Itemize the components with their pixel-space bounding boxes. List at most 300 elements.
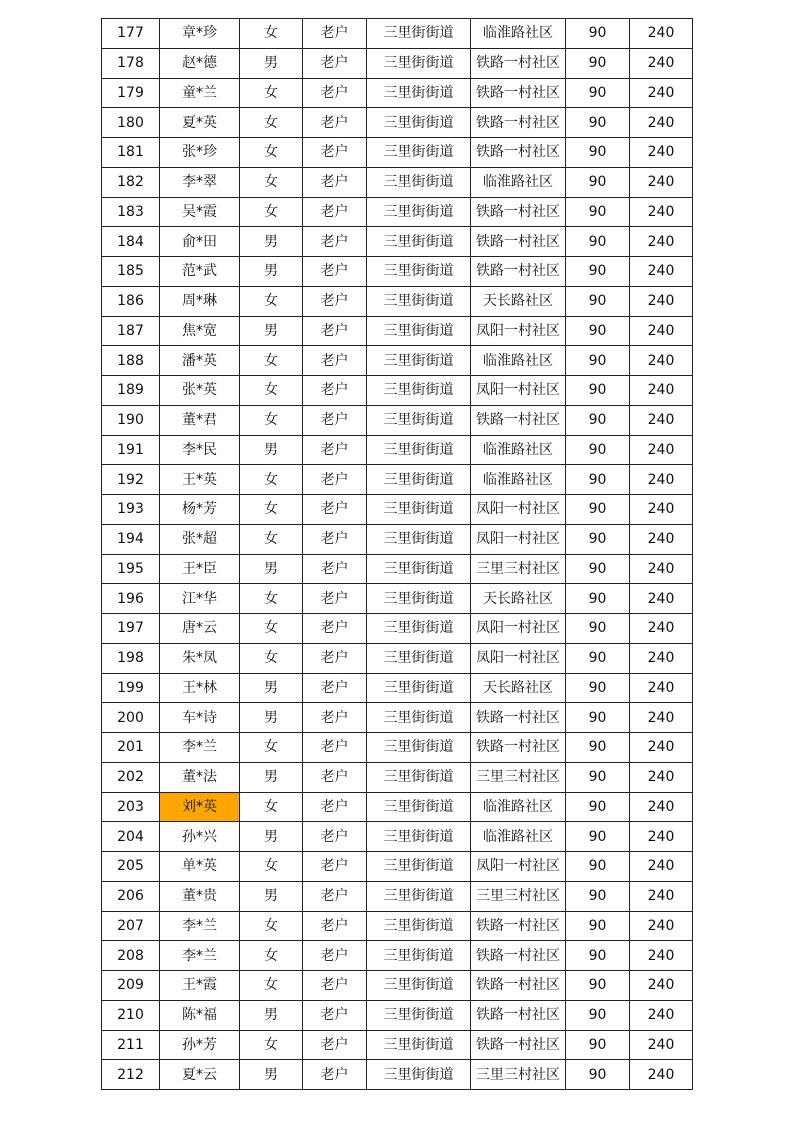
household-type-cell: 老户 <box>303 703 367 733</box>
name-cell: 童*兰 <box>160 78 240 108</box>
community-cell: 铁路一村社区 <box>471 108 566 138</box>
amount-cell: 90 <box>566 19 630 49</box>
table-row <box>102 822 693 852</box>
name-cell: 唐*云 <box>160 614 240 644</box>
street-cell: 三里街街道 <box>367 971 471 1001</box>
community-cell: 凤阳一村社区 <box>471 643 566 673</box>
gender-cell: 女 <box>240 376 303 406</box>
street-cell: 三里街街道 <box>367 227 471 257</box>
household-type-cell: 老户 <box>303 257 367 287</box>
household-type-cell: 老户 <box>303 108 367 138</box>
name-cell: 赵*德 <box>160 48 240 78</box>
name-cell: 张*珍 <box>160 138 240 168</box>
name-cell: 焦*宽 <box>160 316 240 346</box>
household-type-cell: 老户 <box>303 733 367 763</box>
community-cell: 凤阳一村社区 <box>471 524 566 554</box>
street-cell: 三里街街道 <box>367 167 471 197</box>
row-number-cell: 208 <box>102 941 160 971</box>
row-number-cell: 206 <box>102 881 160 911</box>
row-number-cell: 186 <box>102 286 160 316</box>
street-cell: 三里街街道 <box>367 911 471 941</box>
household-type-cell: 老户 <box>303 792 367 822</box>
community-cell: 铁路一村社区 <box>471 197 566 227</box>
household-type-cell: 老户 <box>303 1060 367 1090</box>
community-cell: 铁路一村社区 <box>471 911 566 941</box>
street-cell: 三里街街道 <box>367 346 471 376</box>
name-cell: 吴*霞 <box>160 197 240 227</box>
gender-cell: 女 <box>240 286 303 316</box>
street-cell: 三里街街道 <box>367 792 471 822</box>
household-type-cell: 老户 <box>303 584 367 614</box>
community-cell: 临淮路社区 <box>471 792 566 822</box>
community-cell: 凤阳一村社区 <box>471 495 566 525</box>
table-row <box>102 257 693 287</box>
gender-cell: 女 <box>240 405 303 435</box>
household-type-cell: 老户 <box>303 643 367 673</box>
table-row <box>102 346 693 376</box>
total-cell: 240 <box>630 376 693 406</box>
name-cell: 杨*芳 <box>160 495 240 525</box>
street-cell: 三里街街道 <box>367 1060 471 1090</box>
total-cell: 240 <box>630 19 693 49</box>
name-cell: 李*兰 <box>160 733 240 763</box>
amount-cell: 90 <box>566 197 630 227</box>
total-cell: 240 <box>630 822 693 852</box>
amount-cell: 90 <box>566 257 630 287</box>
row-number-cell: 205 <box>102 852 160 882</box>
household-type-cell: 老户 <box>303 465 367 495</box>
table-row <box>102 614 693 644</box>
community-cell: 临淮路社区 <box>471 167 566 197</box>
total-cell: 240 <box>630 1060 693 1090</box>
row-number-cell: 203 <box>102 792 160 822</box>
gender-cell: 女 <box>240 1030 303 1060</box>
table-row <box>102 316 693 346</box>
street-cell: 三里街街道 <box>367 614 471 644</box>
street-cell: 三里街街道 <box>367 733 471 763</box>
row-number-cell: 194 <box>102 524 160 554</box>
name-cell: 潘*英 <box>160 346 240 376</box>
household-type-cell: 老户 <box>303 762 367 792</box>
amount-cell: 90 <box>566 554 630 584</box>
gender-cell: 女 <box>240 941 303 971</box>
household-type-cell: 老户 <box>303 1030 367 1060</box>
name-cell: 董*君 <box>160 405 240 435</box>
community-cell: 铁路一村社区 <box>471 1000 566 1030</box>
name-cell: 孙*兴 <box>160 822 240 852</box>
community-cell: 凤阳一村社区 <box>471 614 566 644</box>
amount-cell: 90 <box>566 435 630 465</box>
community-cell: 凤阳一村社区 <box>471 316 566 346</box>
table-row <box>102 703 693 733</box>
table-row <box>102 554 693 584</box>
street-cell: 三里街街道 <box>367 822 471 852</box>
amount-cell: 90 <box>566 852 630 882</box>
row-number-cell: 183 <box>102 197 160 227</box>
table-row <box>102 941 693 971</box>
household-type-cell: 老户 <box>303 48 367 78</box>
data-table <box>101 18 693 1090</box>
row-number-cell: 188 <box>102 346 160 376</box>
total-cell: 240 <box>630 852 693 882</box>
street-cell: 三里街街道 <box>367 376 471 406</box>
gender-cell: 男 <box>240 554 303 584</box>
row-number-cell: 199 <box>102 673 160 703</box>
table-row <box>102 1060 693 1090</box>
total-cell: 240 <box>630 584 693 614</box>
name-cell: 李*兰 <box>160 941 240 971</box>
gender-cell: 女 <box>240 971 303 1001</box>
row-number-cell: 207 <box>102 911 160 941</box>
table-row <box>102 286 693 316</box>
table-row <box>102 108 693 138</box>
household-type-cell: 老户 <box>303 435 367 465</box>
name-cell: 王*霞 <box>160 971 240 1001</box>
community-cell: 凤阳一村社区 <box>471 852 566 882</box>
household-type-cell: 老户 <box>303 1000 367 1030</box>
street-cell: 三里街街道 <box>367 138 471 168</box>
row-number-cell: 198 <box>102 643 160 673</box>
community-cell: 天长路社区 <box>471 673 566 703</box>
row-number-cell: 211 <box>102 1030 160 1060</box>
amount-cell: 90 <box>566 703 630 733</box>
row-number-cell: 204 <box>102 822 160 852</box>
community-cell: 铁路一村社区 <box>471 227 566 257</box>
row-number-cell: 190 <box>102 405 160 435</box>
gender-cell: 男 <box>240 227 303 257</box>
community-cell: 铁路一村社区 <box>471 257 566 287</box>
total-cell: 240 <box>630 108 693 138</box>
community-cell: 临淮路社区 <box>471 346 566 376</box>
household-type-cell: 老户 <box>303 941 367 971</box>
community-cell: 铁路一村社区 <box>471 78 566 108</box>
total-cell: 240 <box>630 465 693 495</box>
amount-cell: 90 <box>566 673 630 703</box>
row-number-cell: 192 <box>102 465 160 495</box>
gender-cell: 女 <box>240 524 303 554</box>
table-body <box>102 19 693 1090</box>
row-number-cell: 201 <box>102 733 160 763</box>
household-type-cell: 老户 <box>303 19 367 49</box>
name-cell: 李*民 <box>160 435 240 465</box>
name-cell: 夏*英 <box>160 108 240 138</box>
gender-cell: 男 <box>240 1060 303 1090</box>
community-cell: 三里三村社区 <box>471 881 566 911</box>
street-cell: 三里街街道 <box>367 78 471 108</box>
table-row <box>102 1000 693 1030</box>
household-type-cell: 老户 <box>303 673 367 703</box>
amount-cell: 90 <box>566 792 630 822</box>
household-type-cell: 老户 <box>303 286 367 316</box>
community-cell: 铁路一村社区 <box>471 733 566 763</box>
household-type-cell: 老户 <box>303 316 367 346</box>
amount-cell: 90 <box>566 1030 630 1060</box>
row-number-cell: 185 <box>102 257 160 287</box>
total-cell: 240 <box>630 941 693 971</box>
row-number-cell: 177 <box>102 19 160 49</box>
street-cell: 三里街街道 <box>367 495 471 525</box>
street-cell: 三里街街道 <box>367 762 471 792</box>
total-cell: 240 <box>630 1030 693 1060</box>
table-row <box>102 733 693 763</box>
amount-cell: 90 <box>566 881 630 911</box>
row-number-cell: 178 <box>102 48 160 78</box>
total-cell: 240 <box>630 435 693 465</box>
amount-cell: 90 <box>566 138 630 168</box>
row-number-cell: 195 <box>102 554 160 584</box>
table-row <box>102 227 693 257</box>
amount-cell: 90 <box>566 524 630 554</box>
amount-cell: 90 <box>566 941 630 971</box>
name-cell: 车*诗 <box>160 703 240 733</box>
gender-cell: 女 <box>240 643 303 673</box>
total-cell: 240 <box>630 911 693 941</box>
street-cell: 三里街街道 <box>367 316 471 346</box>
community-cell: 三里三村社区 <box>471 762 566 792</box>
household-type-cell: 老户 <box>303 227 367 257</box>
table-row <box>102 852 693 882</box>
amount-cell: 90 <box>566 167 630 197</box>
gender-cell: 女 <box>240 19 303 49</box>
household-type-cell: 老户 <box>303 376 367 406</box>
amount-cell: 90 <box>566 1000 630 1030</box>
gender-cell: 男 <box>240 703 303 733</box>
gender-cell: 女 <box>240 584 303 614</box>
name-cell: 王*英 <box>160 465 240 495</box>
total-cell: 240 <box>630 138 693 168</box>
table-row <box>102 584 693 614</box>
row-number-cell: 179 <box>102 78 160 108</box>
amount-cell: 90 <box>566 762 630 792</box>
table-row <box>102 762 693 792</box>
gender-cell: 男 <box>240 1000 303 1030</box>
street-cell: 三里街街道 <box>367 852 471 882</box>
amount-cell: 90 <box>566 316 630 346</box>
name-cell: 夏*云 <box>160 1060 240 1090</box>
total-cell: 240 <box>630 48 693 78</box>
total-cell: 240 <box>630 405 693 435</box>
name-cell: 李*兰 <box>160 911 240 941</box>
row-number-cell: 191 <box>102 435 160 465</box>
amount-cell: 90 <box>566 643 630 673</box>
street-cell: 三里街街道 <box>367 197 471 227</box>
table-row <box>102 405 693 435</box>
community-cell: 临淮路社区 <box>471 19 566 49</box>
community-cell: 天长路社区 <box>471 584 566 614</box>
street-cell: 三里街街道 <box>367 48 471 78</box>
total-cell: 240 <box>630 227 693 257</box>
total-cell: 240 <box>630 703 693 733</box>
street-cell: 三里街街道 <box>367 465 471 495</box>
community-cell: 三里三村社区 <box>471 554 566 584</box>
household-type-cell: 老户 <box>303 614 367 644</box>
table-row <box>102 138 693 168</box>
household-type-cell: 老户 <box>303 495 367 525</box>
street-cell: 三里街街道 <box>367 108 471 138</box>
community-cell: 凤阳一村社区 <box>471 376 566 406</box>
street-cell: 三里街街道 <box>367 1030 471 1060</box>
total-cell: 240 <box>630 197 693 227</box>
gender-cell: 男 <box>240 257 303 287</box>
community-cell: 铁路一村社区 <box>471 138 566 168</box>
community-cell: 临淮路社区 <box>471 822 566 852</box>
name-cell: 江*华 <box>160 584 240 614</box>
gender-cell: 女 <box>240 167 303 197</box>
table-row <box>102 78 693 108</box>
total-cell: 240 <box>630 316 693 346</box>
table-row <box>102 465 693 495</box>
gender-cell: 女 <box>240 138 303 168</box>
total-cell: 240 <box>630 1000 693 1030</box>
total-cell: 240 <box>630 643 693 673</box>
row-number-cell: 209 <box>102 971 160 1001</box>
community-cell: 铁路一村社区 <box>471 405 566 435</box>
household-type-cell: 老户 <box>303 138 367 168</box>
total-cell: 240 <box>630 614 693 644</box>
total-cell: 240 <box>630 495 693 525</box>
name-cell: 李*翠 <box>160 167 240 197</box>
name-cell: 周*琳 <box>160 286 240 316</box>
amount-cell: 90 <box>566 584 630 614</box>
community-cell: 天长路社区 <box>471 286 566 316</box>
amount-cell: 90 <box>566 614 630 644</box>
name-cell: 朱*凤 <box>160 643 240 673</box>
table-row <box>102 971 693 1001</box>
name-cell: 董*贵 <box>160 881 240 911</box>
street-cell: 三里街街道 <box>367 703 471 733</box>
community-cell: 铁路一村社区 <box>471 703 566 733</box>
table-row <box>102 792 693 822</box>
gender-cell: 女 <box>240 792 303 822</box>
household-type-cell: 老户 <box>303 822 367 852</box>
gender-cell: 男 <box>240 673 303 703</box>
row-number-cell: 202 <box>102 762 160 792</box>
amount-cell: 90 <box>566 465 630 495</box>
name-cell: 陈*福 <box>160 1000 240 1030</box>
street-cell: 三里街街道 <box>367 881 471 911</box>
table-row <box>102 435 693 465</box>
street-cell: 三里街街道 <box>367 19 471 49</box>
name-cell: 范*武 <box>160 257 240 287</box>
total-cell: 240 <box>630 881 693 911</box>
household-type-cell: 老户 <box>303 346 367 376</box>
table-row <box>102 376 693 406</box>
name-cell: 俞*田 <box>160 227 240 257</box>
table-row <box>102 48 693 78</box>
gender-cell: 女 <box>240 108 303 138</box>
row-number-cell: 210 <box>102 1000 160 1030</box>
community-cell: 三里三村社区 <box>471 1060 566 1090</box>
gender-cell: 女 <box>240 911 303 941</box>
street-cell: 三里街街道 <box>367 524 471 554</box>
table-row <box>102 167 693 197</box>
community-cell: 临淮路社区 <box>471 465 566 495</box>
total-cell: 240 <box>630 792 693 822</box>
gender-cell: 男 <box>240 435 303 465</box>
gender-cell: 男 <box>240 316 303 346</box>
gender-cell: 男 <box>240 762 303 792</box>
household-type-cell: 老户 <box>303 405 367 435</box>
table-row <box>102 197 693 227</box>
street-cell: 三里街街道 <box>367 257 471 287</box>
street-cell: 三里街街道 <box>367 673 471 703</box>
amount-cell: 90 <box>566 822 630 852</box>
gender-cell: 女 <box>240 614 303 644</box>
name-cell: 张*超 <box>160 524 240 554</box>
table-row <box>102 19 693 49</box>
row-number-cell: 189 <box>102 376 160 406</box>
gender-cell: 女 <box>240 78 303 108</box>
total-cell: 240 <box>630 257 693 287</box>
total-cell: 240 <box>630 78 693 108</box>
highlighted-name-cell: 刘*英 <box>160 792 240 822</box>
total-cell: 240 <box>630 971 693 1001</box>
amount-cell: 90 <box>566 108 630 138</box>
gender-cell: 女 <box>240 852 303 882</box>
gender-cell: 男 <box>240 48 303 78</box>
amount-cell: 90 <box>566 376 630 406</box>
total-cell: 240 <box>630 554 693 584</box>
gender-cell: 女 <box>240 197 303 227</box>
name-cell: 章*珍 <box>160 19 240 49</box>
household-type-cell: 老户 <box>303 911 367 941</box>
name-cell: 孙*芳 <box>160 1030 240 1060</box>
name-cell: 王*臣 <box>160 554 240 584</box>
street-cell: 三里街街道 <box>367 584 471 614</box>
row-number-cell: 187 <box>102 316 160 346</box>
gender-cell: 女 <box>240 495 303 525</box>
row-number-cell: 181 <box>102 138 160 168</box>
amount-cell: 90 <box>566 911 630 941</box>
amount-cell: 90 <box>566 78 630 108</box>
amount-cell: 90 <box>566 346 630 376</box>
row-number-cell: 196 <box>102 584 160 614</box>
row-number-cell: 197 <box>102 614 160 644</box>
name-cell: 董*法 <box>160 762 240 792</box>
community-cell: 铁路一村社区 <box>471 48 566 78</box>
gender-cell: 女 <box>240 733 303 763</box>
table-row <box>102 881 693 911</box>
table-row <box>102 673 693 703</box>
gender-cell: 女 <box>240 346 303 376</box>
household-type-cell: 老户 <box>303 881 367 911</box>
street-cell: 三里街街道 <box>367 643 471 673</box>
name-cell: 张*英 <box>160 376 240 406</box>
street-cell: 三里街街道 <box>367 405 471 435</box>
amount-cell: 90 <box>566 227 630 257</box>
gender-cell: 女 <box>240 465 303 495</box>
community-cell: 铁路一村社区 <box>471 941 566 971</box>
table-row <box>102 911 693 941</box>
street-cell: 三里街街道 <box>367 941 471 971</box>
household-type-cell: 老户 <box>303 852 367 882</box>
row-number-cell: 193 <box>102 495 160 525</box>
total-cell: 240 <box>630 673 693 703</box>
table-row <box>102 524 693 554</box>
street-cell: 三里街街道 <box>367 435 471 465</box>
community-cell: 临淮路社区 <box>471 435 566 465</box>
total-cell: 240 <box>630 762 693 792</box>
household-type-cell: 老户 <box>303 554 367 584</box>
amount-cell: 90 <box>566 48 630 78</box>
amount-cell: 90 <box>566 971 630 1001</box>
total-cell: 240 <box>630 524 693 554</box>
street-cell: 三里街街道 <box>367 1000 471 1030</box>
amount-cell: 90 <box>566 495 630 525</box>
table-row <box>102 643 693 673</box>
gender-cell: 男 <box>240 822 303 852</box>
row-number-cell: 200 <box>102 703 160 733</box>
